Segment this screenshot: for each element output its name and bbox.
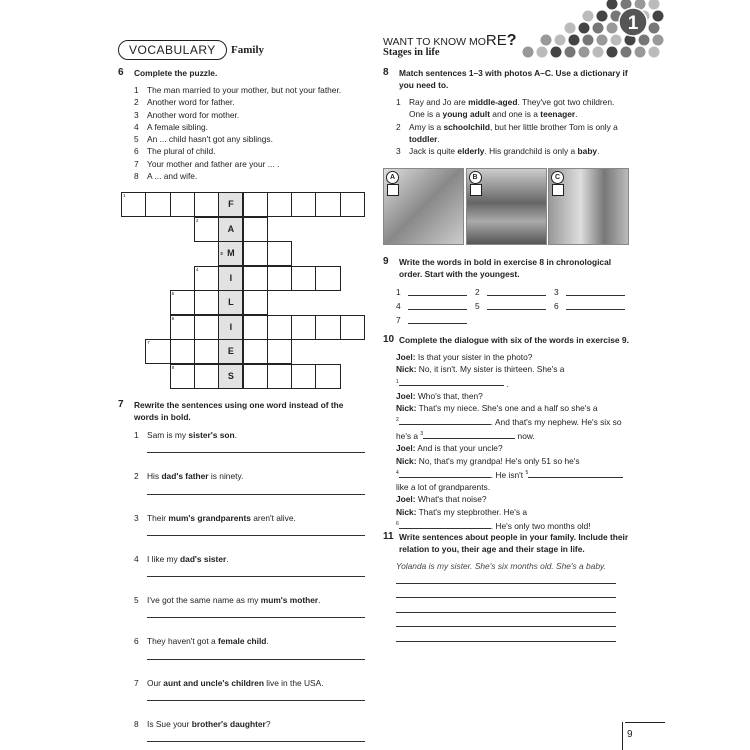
text-segment: Who's that, then? [415,390,483,401]
writing-line[interactable] [396,612,616,613]
answer-line[interactable] [147,441,365,453]
photo-a [383,168,464,245]
item-number: 8 [134,719,139,730]
text-segment: Ray and Jo are [409,97,469,107]
item-number: 6 [134,636,139,647]
text-segment: . [575,109,578,120]
exercise-instruction: Write sentences about people in your family. Include their relation to you, their age and their stage in life. [399,532,629,555]
clue-item [134,84,369,96]
photo-label: C [551,171,564,184]
clue-number: 2 [134,97,139,108]
crossword-key-cell [218,241,243,266]
dialogue-line [396,467,636,481]
rewrite-list [134,429,365,750]
clue-number: 3 [134,109,139,120]
text-segment: he's a [396,431,421,442]
clue-number: 1 [134,85,139,95]
decorative-dot [579,23,590,34]
bold-text: dad's father [161,471,209,482]
dialogue-line [396,428,636,442]
decorative-dot [621,47,632,58]
item-number: 4 [134,553,139,564]
answer-line[interactable] [147,606,365,618]
crossword-letter: L [228,297,234,307]
text-segment: . [597,146,600,157]
dialogue-line [396,455,636,467]
text-segment: Is Sue your [147,719,192,730]
text-segment: . [234,430,237,440]
bold-text: mum's grandparents [168,512,251,523]
text-segment: . [318,595,321,606]
rewrite-item [134,429,365,441]
answer-line[interactable] [147,565,365,577]
crossword-cell[interactable] [243,217,268,242]
crossword-key-cell [218,266,243,291]
decorative-dot [653,11,664,22]
heading-question-mark: ? [506,32,517,49]
answer-blank[interactable] [566,295,625,296]
clue-number: 6 [134,146,139,157]
crossword-cell[interactable] [315,192,340,217]
crossword-key-cell [218,315,243,340]
photo-b [466,168,547,245]
answer-blank[interactable] [399,377,504,386]
answer-line[interactable] [147,524,365,536]
answer-blank[interactable] [423,430,515,439]
crossword-key-cell [218,217,243,242]
crossword-cell[interactable] [243,364,268,389]
blank-number: 2 [475,287,480,297]
decorative-dot [597,35,608,46]
crossword-cell[interactable] [194,192,219,217]
sentence-item [396,145,631,157]
crossword-cell[interactable] [194,217,219,242]
clue-text: The man married to your mother, but not your father. [147,85,342,95]
text-segment: His [147,471,162,482]
dialogue-line [396,414,636,428]
item-number: 2 [134,471,139,482]
bold-text: toddler [409,133,438,144]
clue-list [134,84,369,182]
crossword-cell[interactable] [291,266,316,291]
blank-number: 2 [396,417,399,424]
crossword-cell[interactable] [267,266,292,291]
writing-line[interactable] [396,583,616,584]
text-segment: . [226,553,229,564]
decorative-dot [555,35,566,46]
blank-number: 4 [396,470,399,477]
decorative-dot [523,47,534,58]
text-segment: . He isn't [490,469,526,480]
clue-item [134,145,369,157]
text-segment: . He's only two months old! [490,520,591,531]
text-segment: and one is a [489,109,541,120]
answer-blank[interactable] [408,323,467,324]
exercise-6-heading [118,67,368,79]
item-number: 3 [134,512,139,523]
crossword-cell[interactable] [145,339,170,364]
photo-label: A [386,171,399,184]
crossword-cell[interactable] [267,241,292,266]
bold-text: mum's mother [260,595,319,606]
crossword-clue-number: 5 [171,291,175,296]
exercise-instruction: Complete the puzzle. [134,68,218,78]
clue-number: 7 [134,158,139,169]
answer-blank[interactable] [399,416,491,425]
photo-c [548,168,629,245]
bold-text: schoolchild [443,121,490,132]
crossword-letter: I [229,272,233,283]
decorative-dot [649,23,660,34]
decorative-dot [597,11,608,22]
crossword-letter: S [227,370,234,381]
bold-text: Joel: [396,443,416,454]
text-segment: Our [147,677,164,688]
text-segment: And is that your uncle? [415,443,503,454]
crossword-clue-number: 6 [171,315,175,321]
crossword-cell[interactable] [170,339,195,364]
clue-text: The plural of child. [147,146,216,157]
text-segment: . They've got two children. One is a [409,97,615,120]
decorative-dot [653,35,664,46]
answer-blank[interactable] [399,520,491,529]
bold-text: Nick: [396,364,417,375]
crossword-clue-number: 2 [195,217,199,223]
decorative-dot [649,47,660,58]
blank-number: 1 [396,287,401,297]
crossword-cell[interactable] [340,315,365,340]
crossword-cell[interactable] [145,192,170,217]
blank-number: 6 [554,301,559,311]
crossword-cell[interactable] [340,192,365,217]
item-number: 7 [134,677,139,688]
crossword-cell[interactable] [243,266,268,291]
blank-number: 3 [420,431,424,438]
rewrite-item [134,635,365,647]
crossword-cell[interactable] [267,339,292,364]
exercise-10-heading [383,334,643,346]
bold-text: sister's son [188,430,235,440]
decorative-dot [565,47,576,58]
clue-item [134,170,369,182]
decorative-dot [639,35,650,46]
crossword-clue-number: 7 [147,340,150,345]
exercise-number: 11 [383,531,394,542]
blank-number: 1 [396,378,399,385]
bold-text: Nick: [396,506,417,517]
exercise-7-heading [118,399,368,424]
bold-text: teenager [540,109,576,120]
dot-pattern-decoration [490,0,665,60]
answer-line[interactable] [147,483,365,495]
sentence-item [396,121,631,146]
blank-number: 3 [554,287,559,297]
crossword-cell[interactable] [315,364,340,389]
crossword-key-cell [218,290,243,315]
vocabulary-badge: VOCABULARY [118,40,227,60]
example-sentence: Yolanda is my sister. She's six months old. She's a baby. [396,561,606,571]
blank-number: 4 [396,301,401,311]
crossword-cell[interactable] [194,339,219,364]
crossword-key-cell [218,192,243,217]
page-number-divider [625,722,665,723]
answer-checkbox[interactable] [387,184,399,196]
text-segment: . His grandchild is only a [484,146,578,157]
text-segment: I've got the same name as my [147,595,261,606]
dialogue-line [396,442,636,454]
answer-checkbox[interactable] [470,184,482,196]
decorative-dot [635,47,646,58]
section-subtitle: Stages in life [383,47,440,58]
crossword-grid [121,192,366,388]
crossword-key-cell [218,364,243,389]
photo-label: B [469,171,482,184]
writing-line[interactable] [396,597,616,598]
dialogue-line [396,363,636,375]
text-segment: Is that your sister in the photo? [415,352,533,362]
rewrite-item [134,470,365,482]
dialogue-line [396,402,636,414]
decorative-dot [569,35,580,46]
crossword-cell[interactable] [170,364,195,389]
clue-text: Another word for father. [147,97,235,108]
text-segment: . [437,133,440,144]
item-number: 3 [396,146,401,157]
decorative-dot [593,47,604,58]
answer-blank[interactable] [487,295,546,296]
exercise-number: 9 [383,256,389,267]
crossword-letter: A [227,223,235,234]
crossword-cell[interactable] [315,266,340,291]
crossword-letter: I [229,321,233,332]
unit-number: 1 [627,13,639,34]
crossword-clue-number: 4 [195,266,199,272]
text-segment: That's my niece. She's one and a half so she's a [416,402,598,413]
crossword-letter: M [227,248,235,258]
clue-item [134,109,369,121]
decorative-dot [551,47,562,58]
answer-blank[interactable] [408,309,467,310]
clue-item [134,121,369,133]
clue-item [134,158,369,170]
dialogue-line [396,376,636,390]
rewrite-item [134,677,365,689]
answer-blank[interactable] [399,469,491,478]
crossword-cell[interactable] [243,241,268,266]
crossword-clue-number: 3 [220,251,223,256]
text-segment: No, that's my grandpa! He's only 51 so he's [416,455,580,466]
text-segment: . And that's my nephew. He's six so [490,417,622,428]
rewrite-item [134,594,365,606]
answer-line[interactable] [147,648,365,660]
decorative-dot [607,23,618,34]
writing-line[interactable] [396,626,616,627]
text-segment: Amy is a [409,121,444,132]
writing-line[interactable] [396,641,616,642]
exercise-number: 7 [118,399,124,410]
bold-text: Joel: [396,390,416,401]
crossword-clue-number: 1 [123,193,126,198]
dialogue-line [396,351,636,363]
answer-blank[interactable] [528,469,623,478]
crossword-cell[interactable] [267,315,292,340]
clue-item [134,133,369,145]
crossword-cell[interactable] [267,364,292,389]
bold-text: baby [577,146,598,157]
clue-text: A ... and wife. [147,171,198,182]
bold-text: Joel: [396,494,416,505]
answer-blank[interactable] [408,295,467,296]
text-segment: , but her little brother Tom is only a [489,121,618,132]
item-number: 2 [396,121,401,132]
section-topic: Family [231,44,264,56]
bold-text: aunt and uncle's children [163,677,264,688]
text-segment: aren't alive. [250,512,296,523]
crossword-cell[interactable] [194,266,219,291]
text-segment: is ninety. [208,471,244,482]
bold-text: Joel: [396,352,416,362]
answer-blank[interactable] [566,309,625,310]
exercise-number: 8 [383,67,389,78]
bold-text: young adult [442,109,490,120]
answer-line[interactable] [147,689,365,701]
decorative-dot [579,47,590,58]
dialogue-line [396,481,636,493]
answer-checkbox[interactable] [552,184,564,196]
page-number: 9 [627,729,633,740]
decorative-dot [537,47,548,58]
heading-text: WANT TO KNOW MO [383,36,486,48]
rewrite-item [134,512,365,524]
text-segment: ? [265,719,271,730]
crossword-cell[interactable] [315,315,340,340]
exercise-8-heading [383,67,633,92]
crossword-cell[interactable] [291,315,316,340]
exercise-11-heading [383,531,633,556]
text-segment: Their [147,512,169,523]
text-segment: . [266,636,269,647]
clue-number: 5 [134,134,139,145]
sentence-item [396,96,631,121]
clue-item [134,96,369,108]
bold-text: dad's sister [180,553,227,564]
crossword-cell[interactable] [170,315,195,340]
exercise-9-heading [383,256,633,281]
decorative-dot [607,47,618,58]
crossword-cell[interactable] [291,192,316,217]
blank-number: 7 [396,315,401,325]
bold-text: Nick: [396,402,417,413]
text-segment: now. [515,431,535,442]
blank-number: 5 [475,301,480,311]
crossword-letter: F [228,199,234,209]
decorative-dot [541,35,552,46]
crossword-cell[interactable] [267,192,292,217]
bold-text: brother's daughter [191,719,266,730]
text-segment: No, it isn't. My sister is thirteen. She's a [416,364,565,375]
dialogue-line [396,390,636,402]
text-segment: like a lot of grandparents. [396,482,491,493]
exercise-instruction: Write the words in bold in exercise 8 in chronological order. Start with the youngest. [399,257,612,280]
crossword-cell[interactable] [243,315,268,340]
crossword-cell[interactable] [170,290,195,315]
crossword-cell[interactable] [194,290,219,315]
text-segment: They haven't got a [147,636,218,647]
crossword-cell[interactable] [170,192,195,217]
exercise-number: 6 [118,67,124,78]
text-segment: . [503,378,509,389]
bold-text: Nick: [396,455,417,466]
decorative-dot [607,0,618,10]
dialogue-line [396,506,636,518]
sentence-list [396,96,631,157]
answer-blank[interactable] [487,309,546,310]
crossword-letter: E [227,346,234,356]
text-segment: Sam is my [147,430,189,440]
decorative-dot [611,35,622,46]
crossword-cell[interactable] [243,192,268,217]
page-number-divider [622,722,623,750]
item-number: 1 [134,430,139,440]
exercise-instruction: Complete the dialogue with six of the words in exercise 9. [399,335,629,345]
text-segment: I like my [147,553,181,564]
clue-text: A female sibling. [147,121,208,132]
dialogue-line [396,493,636,505]
text-segment: Jack is quite [409,146,458,157]
blank-number: 6 [396,521,399,528]
decorative-dot [649,0,660,10]
crossword-cell[interactable] [194,315,219,340]
clue-text: Another word for mother. [147,109,240,120]
crossword-cell[interactable] [291,364,316,389]
crossword-cell[interactable] [243,290,268,315]
dialogue [396,351,636,532]
item-number: 1 [396,97,401,107]
clue-text: An ... child hasn't got any siblings. [147,134,273,145]
bold-text: middle-aged [468,97,518,107]
crossword-cell[interactable] [194,364,219,389]
clue-number: 4 [134,121,139,132]
bold-text: female child [217,636,267,647]
clue-number: 8 [134,171,139,182]
decorative-dot [583,35,594,46]
blank-number: 5 [525,470,529,477]
item-number: 5 [134,595,139,606]
text-segment: That's my stepbrother. He's a [416,506,528,517]
bold-text: elderly [457,146,485,157]
decorative-dot [583,11,594,22]
exercise-number: 10 [383,334,395,345]
crossword-key-cell [218,339,243,364]
decorative-dot [593,23,604,34]
exercise-instruction: Match sentences 1–3 with photos A–C. Use a dictionary if you need to. [399,68,628,91]
exercise-instruction: Rewrite the sentences using one word instead of the words in bold. [134,400,344,423]
crossword-cell[interactable] [243,339,268,364]
decorative-dot [565,23,576,34]
crossword-cell[interactable] [121,192,146,217]
clue-text: Your mother and father are your ... . [147,158,280,169]
rewrite-item [134,553,365,565]
text-segment: What's that noise? [415,494,487,505]
crossword-clue-number: 8 [171,364,175,370]
rewrite-item [134,718,365,730]
answer-line[interactable] [147,730,365,742]
heading-text-big: RE [485,32,507,49]
text-segment: live in the USA. [263,677,324,688]
